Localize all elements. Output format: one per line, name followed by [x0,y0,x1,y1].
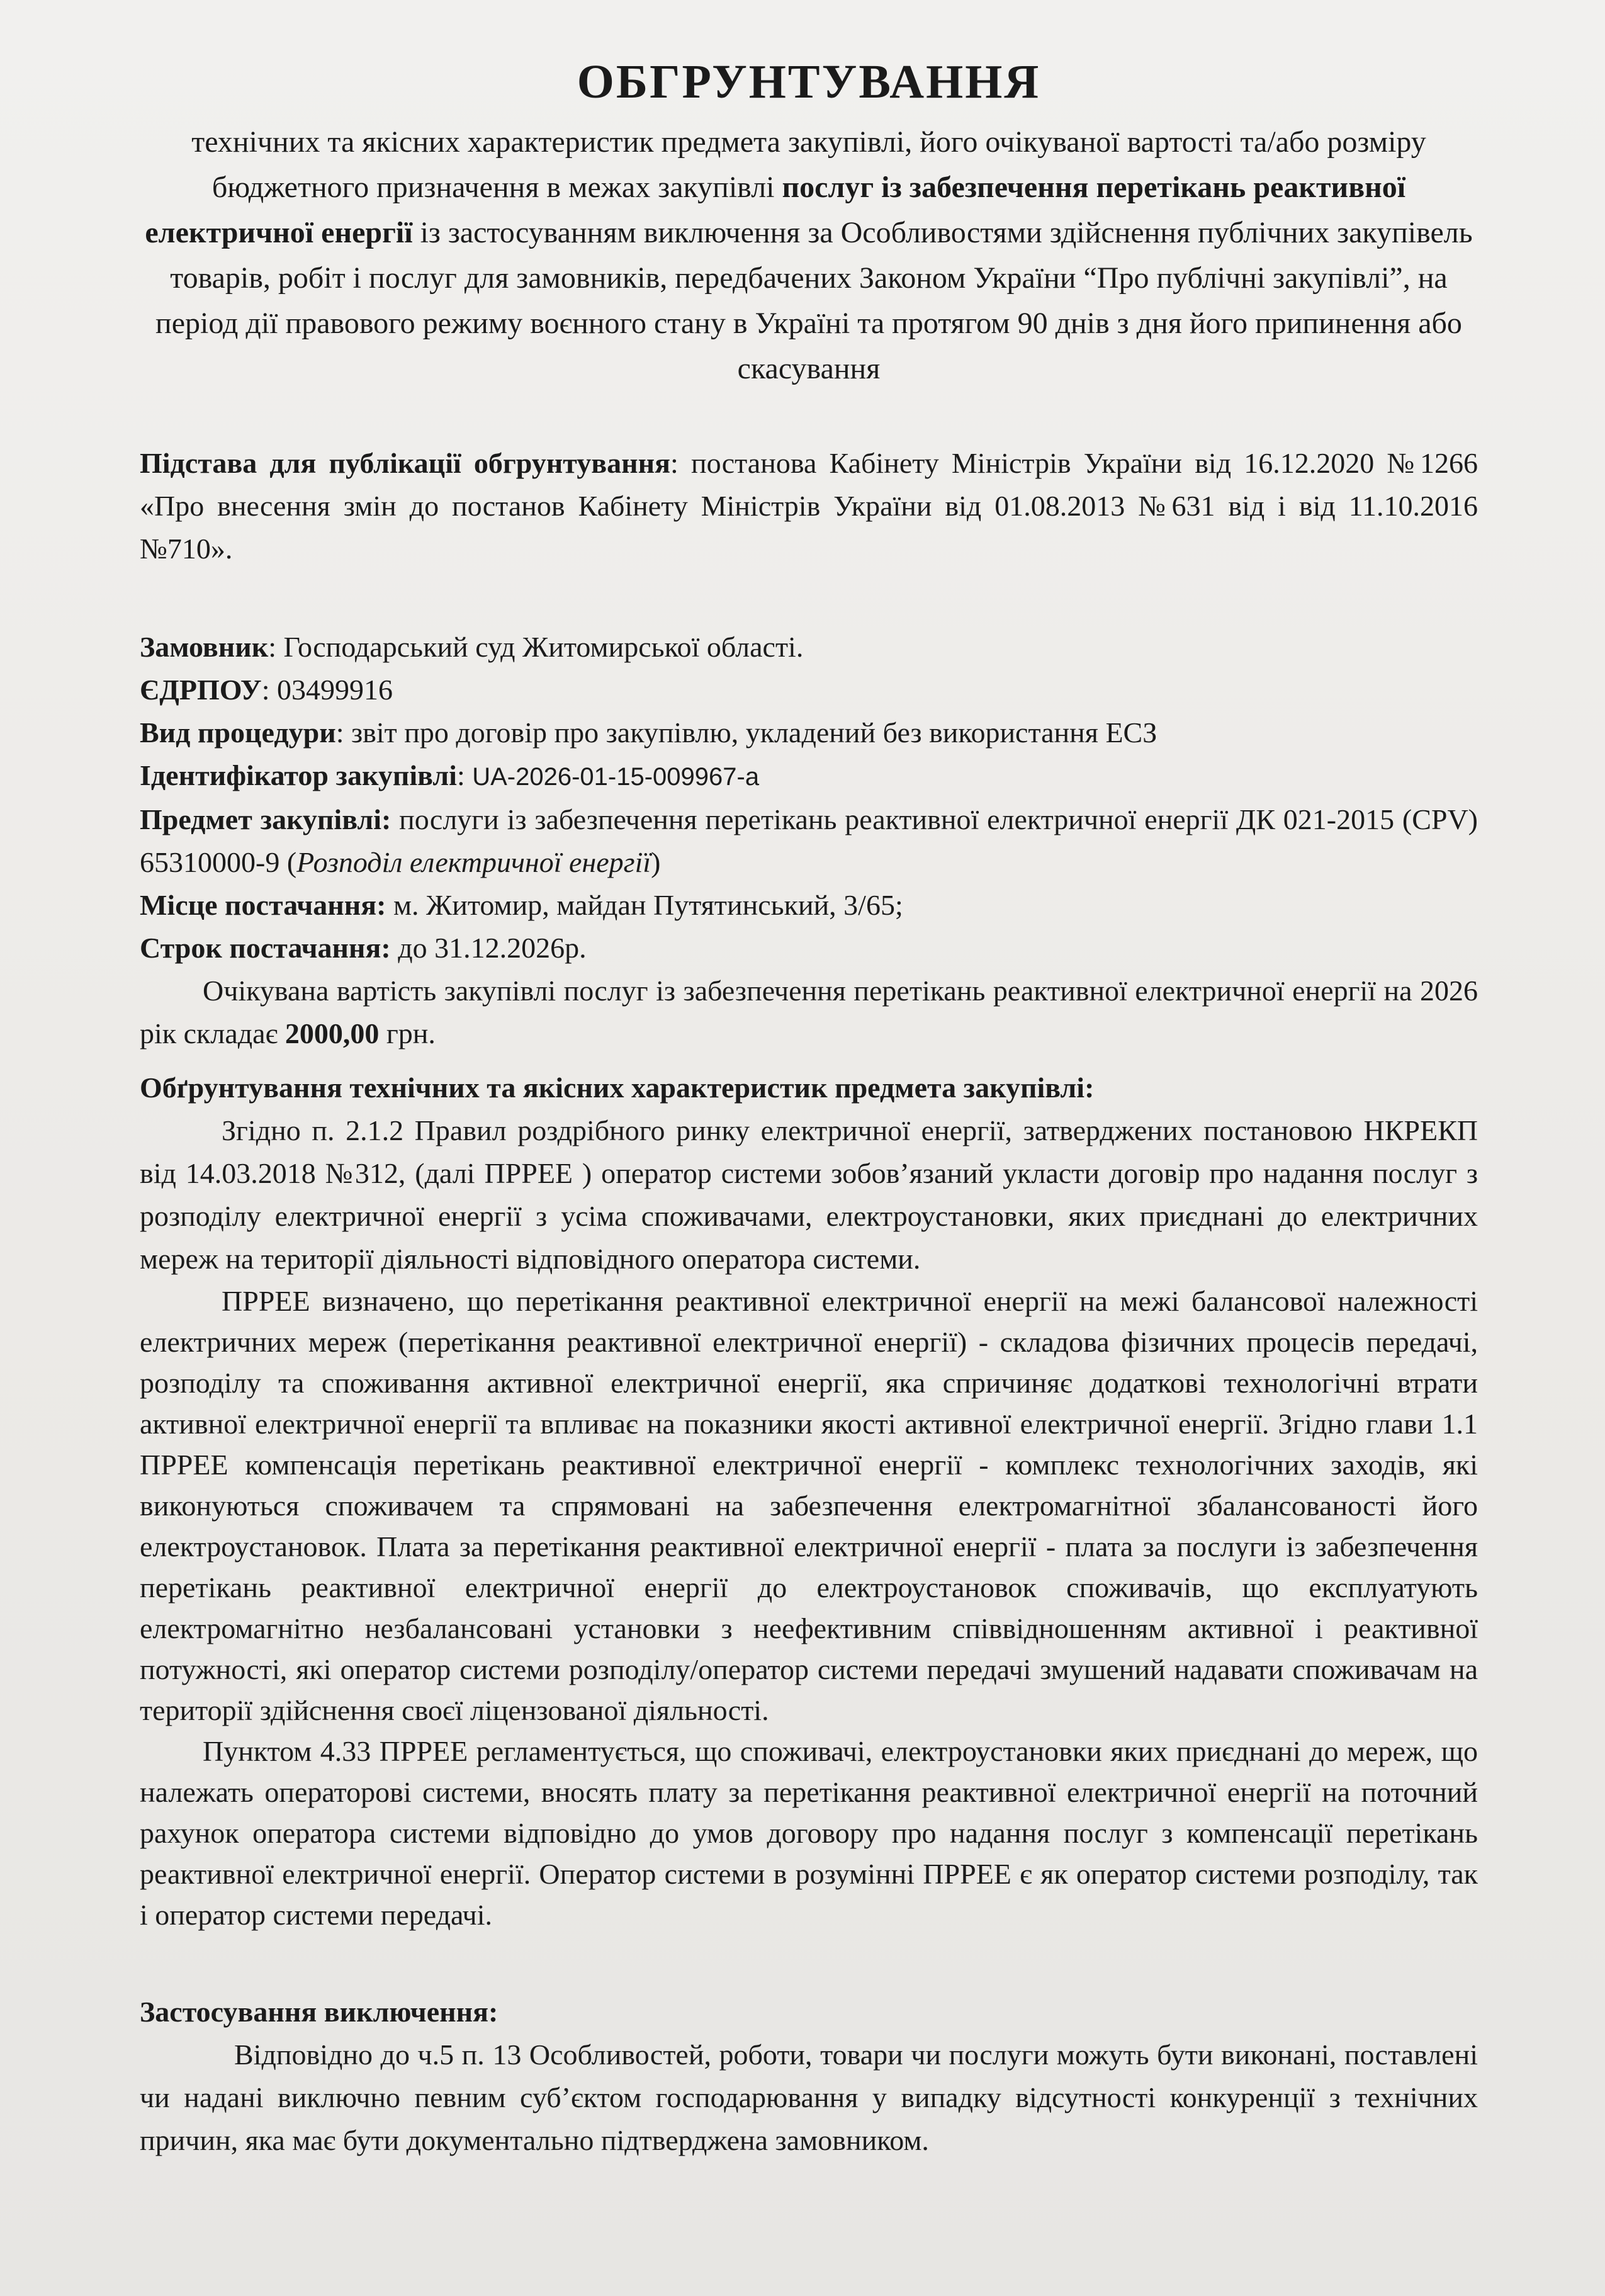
document-body [140,50,1478,2162]
document-subtitle [140,120,1478,392]
place-value: м. Житомир, майдан Путятинський, 3/65; [386,889,903,921]
identifier-label: Ідентифікатор закупівлі [140,759,457,791]
expected-cost [140,970,1478,1055]
justification-paragraph-1: Згідно п. 2.1.2 Правил роздрібного ринку електричної енергії, затверджених постановою НКРЕКП від 14.03.2018 №312, (далі ПРРЕЕ ) оператор системи зобов’язаний укласти договір про надання послуг з розподілу електричної енергії з усіма споживачами, електроустановки, яких приєднані до електричних мереж на території діяльності відповідного оператора системи. [140,1114,1478,1275]
term-value: до 31.12.2026р. [390,932,587,964]
subject-close: ) [651,846,661,878]
procedure-label: Вид процедури [140,716,336,749]
identifier-value: UA-2026-01-15-009967-a [472,763,760,791]
publication-basis [140,442,1478,570]
edrpou-line [140,669,1478,711]
expected-cost-amount: 2000,00 [284,1017,380,1049]
place-label: Місце постачання: [140,889,386,921]
subtitle-bold-subject: послуг із забезпечення перетікань реактивної електричної енергії [145,171,1406,249]
expected-cost-currency: грн. [379,1017,436,1049]
customer-value: : Господарський суд Житомирської області. [268,631,804,663]
edrpou-value: : 03499916 [261,674,393,706]
basis-label: Підстава для публікації обгрунтування [140,447,671,479]
expected-cost-text: Очікувана вартість закупівлі послуг із забезпечення перетікань реактивної електричної енергії на 2026 рік складає [140,975,1478,1049]
document-title: ОБГРУНТУВАННЯ [577,55,1041,108]
term-label: Строк постачання: [140,932,391,964]
customer-line [140,626,1478,669]
exception-text: Відповідно до ч.5 п. 13 Особливостей, роботи, товари чи послуги можуть бути виконані, поставлені чи надані виключно певним суб’єктом господарювання у випадку відсутності конкуренції з технічних причин, яка має бути документально підтверджена замовником. [140,2039,1478,2156]
term-line [140,927,1478,970]
justification-paragraph-2: ПРРЕЕ визначено, що перетікання реактивної електричної енергії на межі балансової належності електричних мереж (перетікання реактивної електричної енергії) - складова фізичних процесів передачі, розподілу та споживання активної електричної енергії, яка спричиняє додаткові технологічні втрати активної електричної енергії та впливає на показники якості активної електричної енергії. Згідно глави 1.1 ПРРЕЕ компенсація перетікань реактивної електричної енергії - комплекс технологічних заходів, які виконуються споживачем та спрямовані на забезпечення електромагнітної збалансованості його електроустановок. Плата за перетікання реактивної електричної енергії - плата за послуги із забезпечення перетікань реактивної електричної енергії до електроустановок споживачів, що експлуатують електромагнітно незбалансовані установки з неефективним співвідношенням активної і реактивної потужності, які оператор системи розподілу/оператор системи передачі змушений надавати споживачам на території здійснення своєї ліцензованої діяльності. [140,1285,1478,1726]
edrpou-label: ЄДРПОУ [140,674,262,706]
subtitle-part-2: із застосуванням виключення за Особливостями здійснення публічних закупівель товарів, робіт і послуг для замовників, передбачених Законом України “Про публічні закупівлі”, на період дії правового режиму воєнного стану в Україні та протягом 90 днів з дня його припинення або скасування [155,216,1473,385]
basis-text: : постанова Кабінету Міністрів України від 16.12.2020 №1266 «Про внесення змін до постанов Кабінету Міністрів України від 01.08.2013 №631 від і від 11.10.2016 №710». [140,447,1478,565]
identifier-line [140,754,1478,798]
exception-heading: Застосування виключення: [140,1996,498,2028]
justification-paragraph-3: Пунктом 4.33 ПРРЕЕ регламентується, що споживачі, електроустановки яких приєднані до мереж, що належать операторові системи, вносять плату за перетікання реактивної електричної енергії на поточний рахунок оператора системи відповідно до умов договору про надання послуг з компенсації перетікань реактивної електричної енергії. Оператор системи в розумінні ПРРЕЕ є як оператор системи розподілу, так і оператор системи передачі. [140,1735,1478,1931]
subject-italic: Розподіл електричної енергії [296,846,651,878]
subject-line [140,798,1478,884]
subject-label: Предмет закупівлі: [140,803,391,835]
place-line [140,884,1478,927]
procedure-line [140,711,1478,754]
subject-value: послуги із забезпечення перетікань реактивної електричної енергії ДК 021-2015 (CPV) 65310000-9 ( [140,803,1478,878]
justification-heading: Обґрунтування технічних та якісних характеристик предмета закупівлі: [140,1072,1095,1104]
subtitle-part-1: технічних та якісних характеристик предмета закупівлі, його очікуваної вартості та/або розміру бюджетного призначення в межах закупівлі [191,125,1426,204]
identifier-sep: : [456,759,473,791]
customer-label: Замовник [140,631,269,663]
procedure-value: : звіт про договір про закупівлю, укладений без використання ЕСЗ [335,716,1157,749]
